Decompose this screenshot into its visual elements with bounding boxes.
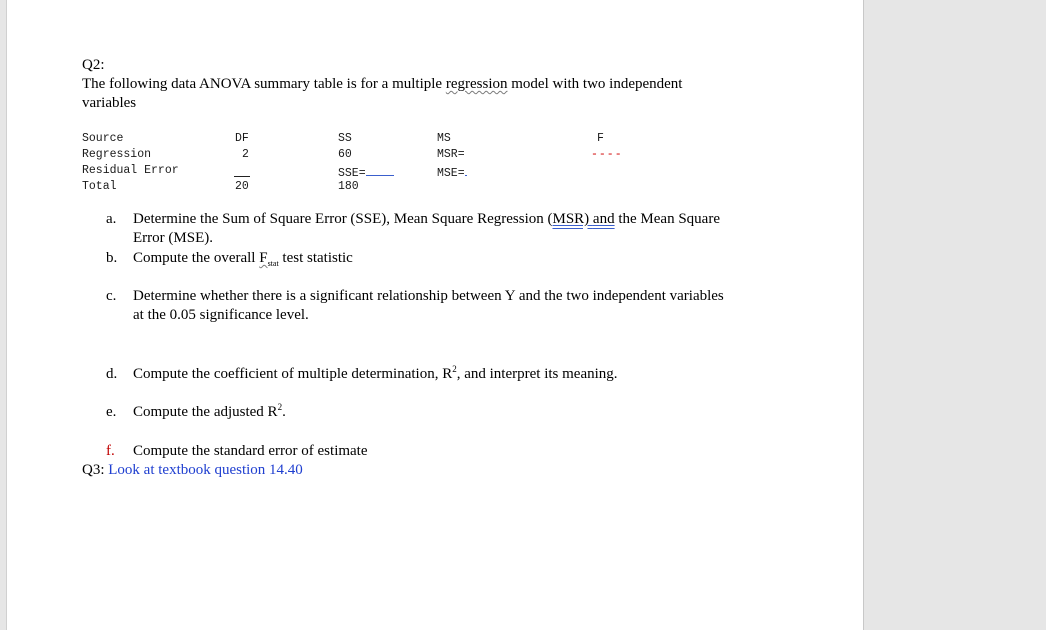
item-e-marker: e. bbox=[106, 404, 117, 420]
row-regression-ss: 60 bbox=[338, 148, 352, 161]
q2-intro-line2: variables bbox=[82, 95, 137, 111]
row-total-source: Total bbox=[82, 180, 117, 193]
row-residual-ms: MSE= bbox=[437, 164, 467, 181]
item-f-marker: f. bbox=[106, 443, 115, 459]
header-f: F bbox=[597, 132, 604, 145]
row-residual-ss: SSE= bbox=[338, 164, 394, 181]
item-a-line2: Error (MSE). bbox=[133, 230, 213, 246]
item-b-text: Compute the overall $F_{stat}$ test statistic bbox=[133, 250, 353, 268]
item-a-marker: a. bbox=[106, 211, 117, 227]
row-residual-source: Residual Error bbox=[82, 164, 179, 177]
item-c-line2: at the 0.05 significance level. bbox=[133, 307, 309, 323]
item-d-text: Compute the coefficient of multiple determination, $R^2$, and interpret its meaning. bbox=[133, 364, 618, 382]
row-regression-ms: MSR= bbox=[437, 148, 465, 161]
document-page bbox=[6, 0, 864, 630]
row-total-df: 20 bbox=[235, 180, 249, 193]
row-total-ss: 180 bbox=[338, 180, 359, 193]
q2-intro-line1: The following data ANOVA summary table is for a multiple regression model with two independent bbox=[82, 76, 683, 92]
spellcheck-word: regression bbox=[445, 76, 508, 92]
item-d-marker: d. bbox=[106, 366, 118, 382]
q3-label: Q3: bbox=[82, 462, 109, 478]
q3-line bbox=[82, 461, 303, 479]
item-b-marker: b. bbox=[106, 250, 118, 266]
f-stat-symbol: $F_{stat}$ bbox=[259, 250, 279, 268]
q3-text: Look at textbook question 14.40 bbox=[108, 462, 303, 478]
item-f-text: Compute the standard error of estimate bbox=[133, 443, 368, 459]
header-ss: SS bbox=[338, 132, 352, 145]
header-ms: MS bbox=[437, 132, 451, 145]
header-source: Source bbox=[82, 132, 124, 145]
q2-heading: Q2: bbox=[82, 57, 105, 73]
item-a-line1: Determine the Sum of Square Error (SSE), Mean Square Regression (MSR) and the Mean Square bbox=[133, 211, 720, 227]
row-residual-df-blank bbox=[234, 176, 250, 177]
row-regression-source: Regression bbox=[82, 148, 152, 161]
row-regression-df: 2 bbox=[242, 148, 249, 161]
row-regression-f: ---- bbox=[591, 148, 623, 161]
item-c-line1: Determine whether there is a significant relationship between Y and the two independent variables bbox=[133, 288, 724, 304]
item-c-marker: c. bbox=[106, 288, 117, 304]
item-e-text: Compute the adjusted $R^2$. bbox=[133, 402, 286, 420]
header-df: DF bbox=[235, 132, 249, 145]
